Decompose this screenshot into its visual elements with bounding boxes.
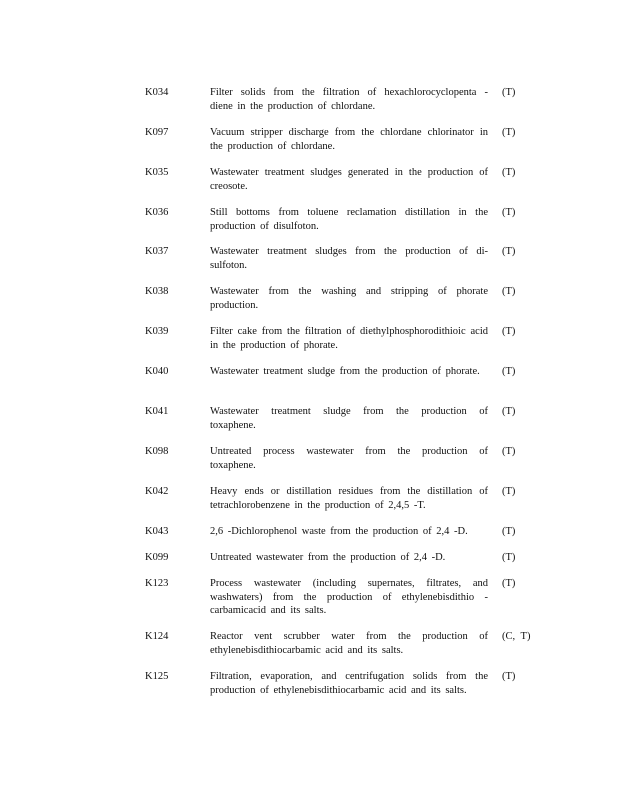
waste-description: Filtration, evaporation, and centrifugation solids from the production of ethylenebisdithiocarbamic acid and its salts.: [210, 671, 488, 696]
hazard-code: (T): [502, 526, 516, 537]
hazard-code: (T): [502, 406, 516, 417]
waste-description: Reactor vent scrubber water from the production of ethylenebisdithiocarbamic acid and its salts.: [210, 631, 488, 656]
waste-code: K037: [145, 246, 169, 257]
hazard-code: (T): [502, 486, 516, 497]
waste-code: K036: [145, 207, 169, 218]
waste-code: K097: [145, 127, 169, 138]
hazard-code: (T): [502, 326, 516, 337]
hazard-code: (T): [502, 207, 516, 218]
waste-code: K040: [145, 366, 169, 377]
waste-description: Untreated process wastewater from the production of toxaphene.: [210, 446, 488, 471]
waste-code: K123: [145, 578, 169, 589]
waste-code: K043: [145, 526, 169, 537]
waste-description: Wastewater treatment sludges generated in the production of creosote.: [210, 167, 488, 192]
waste-code: K038: [145, 286, 169, 297]
hazard-code: (T): [502, 286, 516, 297]
waste-code: K042: [145, 486, 169, 497]
waste-description: Untreated wastewater from the production of 2,4 -D.: [210, 552, 446, 563]
waste-description: Vacuum stripper discharge from the chlordane chlorinator in the production of chlordane.: [210, 127, 488, 152]
hazard-code: (T): [502, 366, 516, 377]
waste-description: Process wastewater (including supernates, filtrates, and washwaters) from the production of ethylenebisdithio - carbamicacid and its salts.: [210, 578, 488, 616]
waste-description: 2,6 -Dichlorophenol waste from the production of 2,4 -D.: [210, 526, 468, 537]
waste-code: K099: [145, 552, 169, 563]
waste-description: Wastewater treatment sludges from the production of di- sulfoton.: [210, 246, 488, 271]
waste-description: Still bottoms from toluene reclamation distillation in the production of disulfoton.: [210, 207, 488, 232]
hazard-code: (T): [502, 552, 516, 563]
waste-description: Heavy ends or distillation residues from the distillation of tetrachlorobenzene in the production of 2,4,5 -T.: [210, 486, 488, 511]
hazard-code: (T): [502, 578, 516, 589]
hazard-code: (T): [502, 127, 516, 138]
waste-description: Wastewater from the washing and stripping of phorate production.: [210, 286, 488, 311]
hazard-code: (T): [502, 446, 516, 457]
hazard-code: (T): [502, 671, 516, 682]
hazard-code: (T): [502, 87, 516, 98]
hazard-code: (T): [502, 167, 516, 178]
hazard-code: (C, T): [502, 631, 531, 642]
waste-description: Filter solids from the filtration of hexachlorocyclopenta - diene in the production of chlordane.: [210, 87, 488, 112]
waste-description: Wastewater treatment sludge from the production of phorate.: [210, 366, 480, 377]
waste-code: K035: [145, 167, 169, 178]
waste-description: Wastewater treatment sludge from the production of toxaphene.: [210, 406, 488, 431]
waste-description: Filter cake from the filtration of diethylphosphorodithioic acid in the production of phorate.: [210, 326, 488, 351]
waste-code: K125: [145, 671, 169, 682]
waste-code: K039: [145, 326, 169, 337]
hazard-code: (T): [502, 246, 516, 257]
waste-code: K124: [145, 631, 169, 642]
waste-code: K041: [145, 406, 169, 417]
waste-code: K098: [145, 446, 169, 457]
waste-code: K034: [145, 87, 169, 98]
